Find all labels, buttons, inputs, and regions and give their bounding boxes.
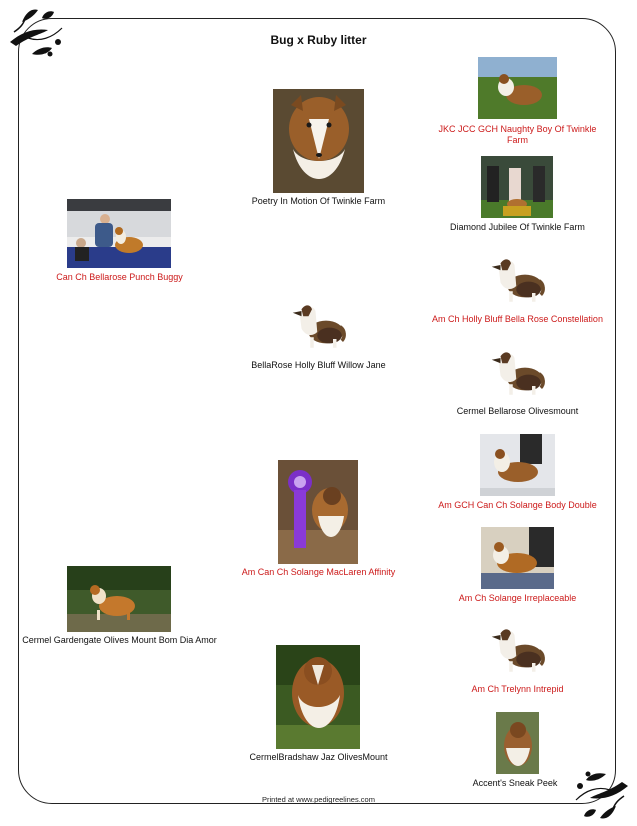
dam-dam-photo — [276, 645, 360, 749]
ggp-1-name[interactable]: JKC JCC GCH Naughty Boy Of Twinkle Farm — [438, 124, 597, 145]
ggp-4-name[interactable]: Cermel Bellarose Olivesmount — [456, 406, 579, 416]
sire-sire-name[interactable]: Poetry In Motion Of Twinkle Farm — [251, 196, 386, 206]
ggp-5-name[interactable]: Am GCH Can Ch Solange Body Double — [438, 500, 597, 510]
sire-dam-name[interactable]: BellaRose Holly Bluff Willow Jane — [251, 360, 386, 370]
ggp-1-photo — [478, 57, 557, 119]
sire-name[interactable]: Can Ch Bellarose Punch Buggy — [56, 272, 183, 282]
sire-dam-photo — [287, 297, 351, 353]
ggp-4-photo — [486, 344, 550, 400]
floral-corner-bottom-right-icon — [556, 756, 636, 826]
ggp-8-name[interactable]: Accent's Sneak Peek — [472, 778, 558, 788]
ggp-2-photo — [481, 156, 553, 218]
ggp-7-photo — [486, 621, 550, 677]
ggp-3-photo — [486, 251, 550, 307]
dam-name[interactable]: Cermel Gardengate Olives Mount Bom Dia Amor — [22, 635, 217, 645]
sire-photo — [67, 199, 171, 268]
ggp-8-photo — [496, 712, 539, 774]
dam-sire-name[interactable]: Am Can Ch Solange MacLaren Affinity — [241, 567, 396, 577]
ggp-7-name[interactable]: Am Ch Trelynn Intrepid — [471, 684, 564, 694]
ggp-3-name[interactable]: Am Ch Holly Bluff Bella Rose Constellation — [432, 314, 603, 324]
sire-sire-photo — [273, 89, 364, 193]
ggp-5-photo — [480, 434, 555, 496]
page-title: Bug x Ruby litter — [270, 33, 367, 47]
footer-credit: Printed at www.pedigreelines.com — [262, 795, 375, 804]
dam-sire-photo — [278, 460, 358, 564]
ggp-2-name[interactable]: Diamond Jubilee Of Twinkle Farm — [450, 222, 585, 232]
ggp-6-name[interactable]: Am Ch Solange Irreplaceable — [458, 593, 577, 603]
dam-photo — [67, 566, 171, 632]
ggp-6-photo — [481, 527, 554, 589]
dam-dam-name[interactable]: CermelBradshaw Jaz OlivesMount — [249, 752, 388, 762]
